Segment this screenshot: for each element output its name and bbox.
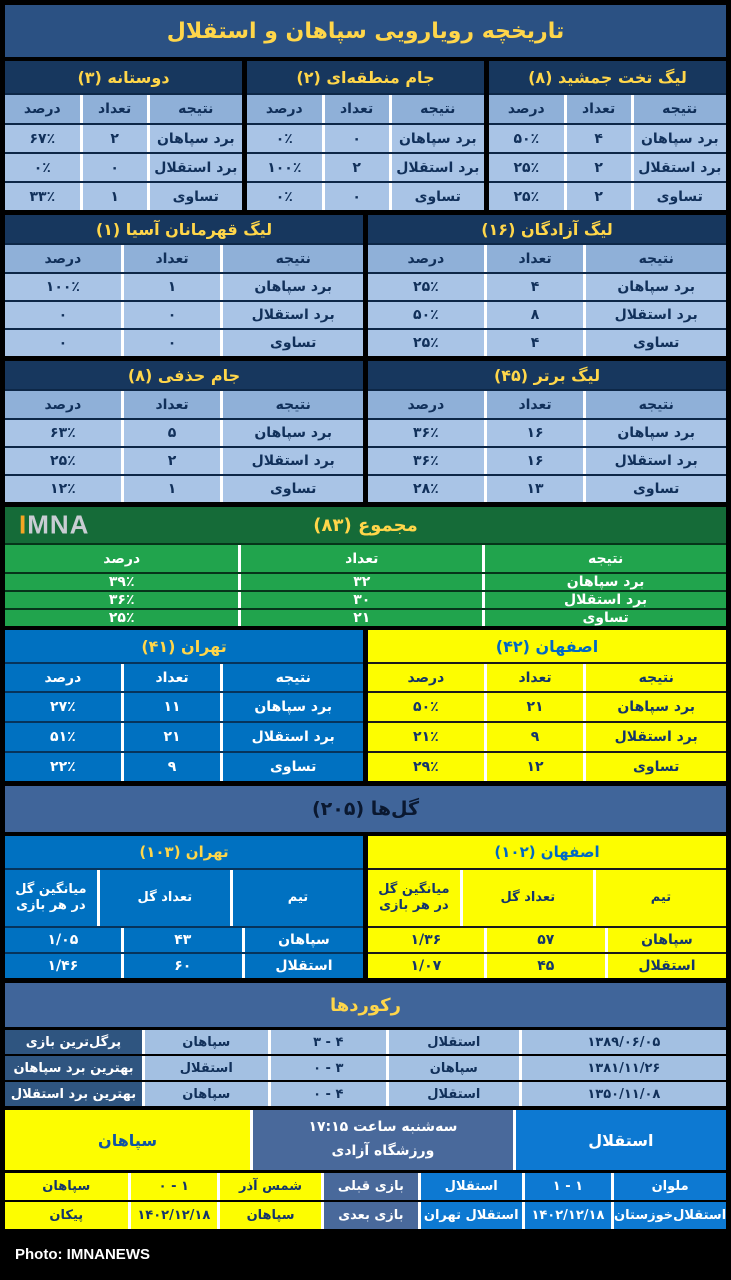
cell-percent: ۲۹٪ <box>368 753 484 781</box>
record-label: بهترین برد سپاهان <box>5 1056 142 1080</box>
col-header-result: نتیجه <box>586 391 726 418</box>
previous-match-label: بازی قبلی <box>324 1173 418 1200</box>
col-header-count: تعداد <box>241 545 482 572</box>
cell-count: ۰ <box>83 154 147 181</box>
cell-count: ۲ <box>567 183 631 210</box>
cell-result: برد استقلال <box>634 154 726 181</box>
table-row <box>5 154 242 181</box>
cell-result: برد استقلال <box>392 154 484 181</box>
record-label: پرگل‌ترین بازی <box>5 1030 142 1054</box>
table-title: اصفهان (۴۲) <box>368 630 726 662</box>
col-header-result: نتیجه <box>634 95 726 123</box>
table-title: جام حذفی (۸) <box>5 361 363 389</box>
cell-count: ۰ <box>325 183 389 210</box>
cell-result: برد سپاهان <box>634 125 726 152</box>
table-header-row <box>368 664 726 691</box>
imna-logo-mna: MNA <box>27 509 90 540</box>
cell-result: برد سپاهان <box>223 420 363 446</box>
cell-result: برد استقلال <box>223 448 363 474</box>
cell-count: ۳۰ <box>241 592 482 608</box>
table-friendly <box>5 61 242 210</box>
cell-percent: ۶۳٪ <box>5 420 121 446</box>
cell-count: ۲ <box>124 448 221 474</box>
col-header-goal-count: تعداد گل <box>100 870 230 926</box>
table-goals-isfahan <box>368 836 726 978</box>
cell-percent: ۲۵٪ <box>5 448 121 474</box>
table-pro-league <box>368 361 726 502</box>
cell-count: ۲۱ <box>124 723 221 751</box>
cell-result: تساوی <box>586 330 726 356</box>
table-row <box>368 928 726 952</box>
cell-count: ۸ <box>487 302 584 328</box>
table-row <box>5 723 363 751</box>
match-datetime-venue <box>253 1110 513 1170</box>
cell-count: ۰ <box>325 125 389 152</box>
fixture-team: استقلال تهران <box>421 1202 522 1229</box>
col-header-count: تعداد <box>487 391 584 418</box>
cell-count: ۱۲ <box>487 753 584 781</box>
fixture-team: استقلال <box>421 1173 522 1200</box>
fixture-team: ملوان <box>614 1173 726 1200</box>
fixture-score: ۱ - ۱ <box>525 1173 612 1200</box>
table-header-row <box>5 870 363 926</box>
table-row <box>368 693 726 721</box>
cell-percent: ۱۲٪ <box>5 476 121 502</box>
table-goals-tehran <box>5 836 363 978</box>
cell-team: استقلال <box>245 954 363 978</box>
goals-row <box>5 836 726 978</box>
col-header-count: تعداد <box>487 664 584 691</box>
table-title-total <box>5 507 726 543</box>
table-row <box>247 125 484 152</box>
col-header-team: تیم <box>233 870 363 926</box>
cell-count: ۱ <box>124 274 221 300</box>
record-row <box>5 1056 726 1080</box>
cell-percent: ۱۰۰٪ <box>247 154 322 181</box>
col-header-percent: درصد <box>5 95 80 123</box>
fixture-team: سپاهان <box>220 1202 321 1229</box>
col-header-result: نتیجه <box>586 245 726 272</box>
table-regional-cup <box>247 61 484 210</box>
record-row <box>5 1082 726 1106</box>
table-row <box>5 302 363 328</box>
record-score: ۰ - ۴ <box>271 1082 386 1106</box>
col-header-count: تعداد <box>325 95 389 123</box>
cell-goal-count: ۶۰ <box>124 954 242 978</box>
table-row <box>247 183 484 210</box>
col-header-team: تیم <box>596 870 726 926</box>
cell-result: تساوی <box>150 183 242 210</box>
competition-row-3 <box>5 361 726 502</box>
table-row <box>368 330 726 356</box>
cell-percent: ۳۶٪ <box>368 448 484 474</box>
cell-percent: ۵۱٪ <box>5 723 121 751</box>
cell-percent: ۲۸٪ <box>368 476 484 502</box>
col-header-count: تعداد <box>83 95 147 123</box>
page-title: تاریخچه رویارویی سپاهان و استقلال <box>5 5 726 57</box>
cell-team: سپاهان <box>245 928 363 952</box>
cell-result: تساوی <box>586 753 726 781</box>
table-row <box>5 476 363 502</box>
col-header-percent: درصد <box>247 95 322 123</box>
cell-goal-avg: ۱/۳۶ <box>368 928 484 952</box>
photo-credit: Photo: IMNANEWS <box>15 1246 150 1263</box>
table-row <box>489 125 726 152</box>
cell-percent: ۲۷٪ <box>5 693 121 721</box>
table-row <box>247 154 484 181</box>
col-header-result: نتیجه <box>586 664 726 691</box>
col-header-count: تعداد <box>124 664 221 691</box>
table-row <box>5 610 726 626</box>
col-header-result: نتیجه <box>223 245 363 272</box>
cell-percent: ۵۰٪ <box>489 125 564 152</box>
cell-result: برد سپاهان <box>586 420 726 446</box>
table-row <box>368 753 726 781</box>
cell-percent: ۰٪ <box>247 183 322 210</box>
table-title: لیگ آزادگان (۱۶) <box>368 215 726 243</box>
fixture-date: ۱۴۰۲/۱۲/۱۸ <box>131 1202 218 1229</box>
table-row <box>5 420 363 446</box>
competition-row-2 <box>5 215 726 356</box>
table-takht-jamshid-league <box>489 61 726 210</box>
goals-section-title: گل‌ها (۲۰۵) <box>5 786 726 832</box>
col-header-percent: درصد <box>368 391 484 418</box>
cell-result: تساوی <box>223 330 363 356</box>
cell-percent: ۳۳٪ <box>5 183 80 210</box>
table-row <box>5 125 242 152</box>
match-venue: ورزشگاه آزادی <box>331 1143 435 1159</box>
table-row <box>368 302 726 328</box>
cell-result: برد استقلال <box>586 448 726 474</box>
table-title: لیگ قهرمانان آسیا (۱) <box>5 215 363 243</box>
fixture-team: سپاهان <box>5 1173 128 1200</box>
cell-percent: ۳۹٪ <box>5 574 238 590</box>
cell-count: ۰ <box>124 330 221 356</box>
col-header-result: نتیجه <box>485 545 726 572</box>
cell-count: ۱۱ <box>124 693 221 721</box>
col-header-result: نتیجه <box>150 95 242 123</box>
table-row <box>489 183 726 210</box>
cell-result: تساوی <box>586 476 726 502</box>
cell-count: ۲ <box>83 125 147 152</box>
cell-team: سپاهان <box>608 928 726 952</box>
cell-result: برد استقلال <box>223 723 363 751</box>
cell-percent: ۲۵٪ <box>368 274 484 300</box>
table-header-row <box>5 664 363 691</box>
table-title: جام منطقه‌ای (۲) <box>247 61 484 93</box>
table-row <box>5 574 726 590</box>
fixture-team: استقلال‌خوزستان <box>614 1202 726 1229</box>
table-header-row <box>5 391 363 418</box>
table-header-row <box>247 95 484 123</box>
table-isfahan-results <box>368 630 726 781</box>
cell-result: برد استقلال <box>586 723 726 751</box>
cell-percent: ۳۶٪ <box>5 592 238 608</box>
table-row <box>368 274 726 300</box>
cell-percent: ۲۵٪ <box>368 330 484 356</box>
cell-count: ۲۱ <box>487 693 584 721</box>
table-header-row <box>5 545 726 572</box>
record-team-1: سپاهان <box>145 1030 268 1054</box>
table-row <box>5 928 363 952</box>
cell-count: ۹ <box>124 753 221 781</box>
record-date: ۱۳۸۱/۱۱/۲۶ <box>522 1056 726 1080</box>
cell-result: برد استقلال <box>223 302 363 328</box>
cell-percent: ۱۰۰٪ <box>5 274 121 300</box>
cell-percent: ۲۵٪ <box>489 154 564 181</box>
col-header-percent: درصد <box>368 664 484 691</box>
next-match-label: بازی بعدی <box>324 1202 418 1229</box>
record-team-1: استقلال <box>145 1056 268 1080</box>
table-header-row <box>5 95 242 123</box>
table-header-row <box>5 245 363 272</box>
cell-count: ۲۱ <box>241 610 482 626</box>
cell-goal-count: ۵۷ <box>487 928 605 952</box>
cell-percent: ۲۵٪ <box>5 610 238 626</box>
cell-count: ۱۳ <box>487 476 584 502</box>
col-header-count: تعداد <box>124 391 221 418</box>
table-row <box>368 476 726 502</box>
cell-count: ۵ <box>124 420 221 446</box>
previous-fixtures-row <box>5 1173 726 1200</box>
table-tehran-results <box>5 630 363 781</box>
fixtures <box>5 1173 726 1229</box>
record-score: ۳ - ۴ <box>271 1030 386 1054</box>
records-section-title: رکوردها <box>5 983 726 1027</box>
cell-count: ۱۶ <box>487 420 584 446</box>
cell-count: ۳۲ <box>241 574 482 590</box>
cell-goal-avg: ۱/۰۵ <box>5 928 121 952</box>
table-row <box>368 723 726 751</box>
record-label: بهترین برد استقلال <box>5 1082 142 1106</box>
record-team-2: استقلال <box>389 1082 519 1106</box>
cell-result: برد سپاهان <box>223 274 363 300</box>
imna-logo <box>19 510 89 541</box>
table-title: دوستانه (۳) <box>5 61 242 93</box>
cell-percent: ۳۶٪ <box>368 420 484 446</box>
record-date: ۱۳۵۰/۱۱/۰۸ <box>522 1082 726 1106</box>
col-header-goal-avg: میانگین گل در هر بازی <box>368 870 460 926</box>
cell-percent: ۲۵٪ <box>489 183 564 210</box>
table-row <box>5 183 242 210</box>
cell-percent: ۶۷٪ <box>5 125 80 152</box>
cell-result: تساوی <box>392 183 484 210</box>
cell-result: برد سپاهان <box>586 693 726 721</box>
cell-count: ۱ <box>83 183 147 210</box>
cell-result: برد استقلال <box>485 592 726 608</box>
cell-result: برد سپاهان <box>586 274 726 300</box>
competition-row-1 <box>5 61 726 210</box>
col-header-percent: درصد <box>5 664 121 691</box>
table-row <box>368 448 726 474</box>
record-score: ۰ - ۳ <box>271 1056 386 1080</box>
table-acl <box>5 215 363 356</box>
cell-result: برد سپاهان <box>392 125 484 152</box>
records-rows <box>5 1030 726 1106</box>
record-row <box>5 1030 726 1054</box>
cell-percent: ۵۰٪ <box>368 302 484 328</box>
total-title-text: مجموع (۸۳) <box>313 514 418 536</box>
fixture-date: ۱۴۰۲/۱۲/۱۸ <box>525 1202 612 1229</box>
col-header-count: تعداد <box>567 95 631 123</box>
match-preview <box>5 1110 726 1170</box>
cell-goal-avg: ۱/۴۶ <box>5 954 121 978</box>
cell-count: ۴ <box>567 125 631 152</box>
match-datetime: سه‌شنبه ساعت ۱۷:۱۵ <box>308 1119 458 1136</box>
cell-count: ۱ <box>124 476 221 502</box>
cell-percent: ۰٪ <box>5 154 80 181</box>
cell-result: برد سپاهان <box>485 574 726 590</box>
cell-result: تساوی <box>634 183 726 210</box>
col-header-count: تعداد <box>124 245 221 272</box>
table-title: لیگ برتر (۴۵) <box>368 361 726 389</box>
cell-result: برد استقلال <box>586 302 726 328</box>
city-row <box>5 630 726 781</box>
next-fixtures-row <box>5 1202 726 1229</box>
col-header-goal-avg: میانگین گل در هر بازی <box>5 870 97 926</box>
cell-percent: ۲۱٪ <box>368 723 484 751</box>
cell-count: ۰ <box>124 302 221 328</box>
home-team: سپاهان <box>5 1110 250 1170</box>
table-hazfi-cup <box>5 361 363 502</box>
cell-count: ۴ <box>487 274 584 300</box>
cell-result: برد استقلال <box>150 154 242 181</box>
record-date: ۱۳۸۹/۰۶/۰۵ <box>522 1030 726 1054</box>
table-header-row <box>368 245 726 272</box>
col-header-result: نتیجه <box>392 95 484 123</box>
table-title: لیگ تخت جمشید (۸) <box>489 61 726 93</box>
col-header-result: نتیجه <box>223 664 363 691</box>
table-title: اصفهان (۱۰۲) <box>368 836 726 868</box>
table-header-row <box>489 95 726 123</box>
fixture-score: ۰ - ۱ <box>131 1173 218 1200</box>
col-header-percent: درصد <box>5 545 238 572</box>
cell-count: ۹ <box>487 723 584 751</box>
col-header-count: تعداد <box>487 245 584 272</box>
table-azadegan-league <box>368 215 726 356</box>
cell-count: ۲ <box>567 154 631 181</box>
table-header-row <box>368 870 726 926</box>
table-title: تهران (۴۱) <box>5 630 363 662</box>
cell-count: ۱۶ <box>487 448 584 474</box>
fixture-team: پیکان <box>5 1202 128 1229</box>
col-header-percent: درصد <box>5 245 121 272</box>
col-header-percent: درصد <box>368 245 484 272</box>
cell-count: ۲ <box>325 154 389 181</box>
record-team-2: استقلال <box>389 1030 519 1054</box>
cell-percent: ۰٪ <box>247 125 322 152</box>
cell-goal-count: ۴۵ <box>487 954 605 978</box>
record-team-2: سپاهان <box>389 1056 519 1080</box>
record-team-1: سپاهان <box>145 1082 268 1106</box>
col-header-goal-count: تعداد گل <box>463 870 593 926</box>
cell-result: تساوی <box>485 610 726 626</box>
table-row <box>5 753 363 781</box>
table-row <box>368 420 726 446</box>
cell-goal-avg: ۱/۰۷ <box>368 954 484 978</box>
cell-result: برد سپاهان <box>150 125 242 152</box>
table-header-row <box>368 391 726 418</box>
table-title: تهران (۱۰۳) <box>5 836 363 868</box>
table-row <box>5 592 726 608</box>
table-row <box>5 693 363 721</box>
table-row <box>5 274 363 300</box>
cell-result: تساوی <box>223 476 363 502</box>
col-header-percent: درصد <box>5 391 121 418</box>
fixture-team: شمس آذر <box>220 1173 321 1200</box>
cell-percent: ۰ <box>5 330 121 356</box>
table-row <box>5 448 363 474</box>
cell-goal-count: ۴۳ <box>124 928 242 952</box>
cell-result: برد سپاهان <box>223 693 363 721</box>
table-row <box>5 954 363 978</box>
table-row <box>489 154 726 181</box>
table-row <box>368 954 726 978</box>
table-row <box>5 330 363 356</box>
imna-logo-i: I <box>19 509 28 540</box>
table-total <box>5 507 726 626</box>
cell-result: تساوی <box>223 753 363 781</box>
cell-percent: ۵۰٪ <box>368 693 484 721</box>
cell-team: استقلال <box>608 954 726 978</box>
col-header-result: نتیجه <box>223 391 363 418</box>
cell-count: ۴ <box>487 330 584 356</box>
cell-percent: ۰ <box>5 302 121 328</box>
cell-percent: ۲۲٪ <box>5 753 121 781</box>
col-header-percent: درصد <box>489 95 564 123</box>
away-team: استقلال <box>516 1110 726 1170</box>
